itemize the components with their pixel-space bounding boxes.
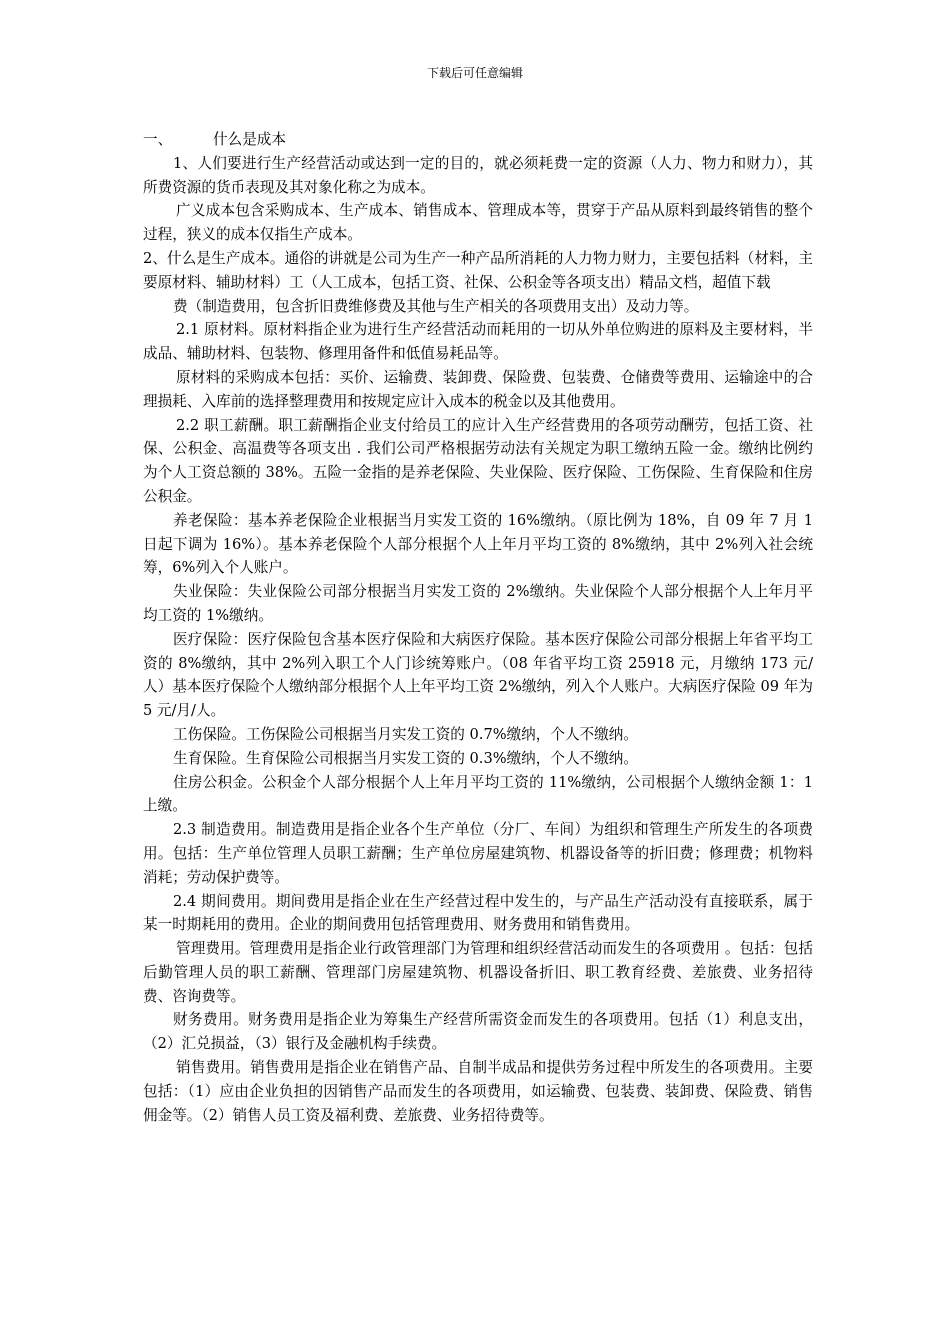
paragraph: 财务费用。财务费用是指企业为筹集生产经营所需资金而发生的各项费用。包括（1）利息支出，（2）汇兑损益，（3）银行及金融机构手续费。	[143, 1011, 813, 1053]
paragraph: 失业保险：失业保险公司部分根据当月实发工资的 2%缴纳。失业保险个人部分根据个人上年月平均工资的 1%缴纳。	[143, 583, 813, 624]
paragraph: 2.3 制造费用。制造费用是指企业各个生产单位（分厂、车间）为组织和管理生产所发生的各项费用。包括：生产单位管理人员职工薪酬；生产单位房屋建筑物、机器设备等的折旧费；修理费；机物料消耗；劳动保护费等。	[143, 821, 813, 886]
section-number: 一、	[143, 131, 173, 148]
paragraph: 养老保险：基本养老保险企业根据当月实发工资的 16%缴纳。（原比例为 18%，自 09 年 7 月 1 日起下调为 16%）。基本养老保险个人部分根据个人上年月平均工资的 8%缴纳，其中 2%列入社会统筹，6%列入个人账户。	[143, 511, 813, 577]
page-header: 下载后可任意编辑	[426, 66, 523, 80]
paragraph: 管理费用。管理费用是指企业行政管理部门为管理和组织经营活动而发生的各项费用 。包括：包括后勤管理人员的职工薪酬、管理部门房屋建筑物、机器设备折旧、职工教育经费、差旅费、业务招待费、咨询费等。	[143, 940, 813, 1005]
paragraph: 2、什么是生产成本。通俗的讲就是公司为生产一种产品所消耗的人力物力财力，主要包括料（材料，主要原材料、辅助材料）工（人工成本，包括工资、社保、公积金等各项支出）精品文档，超值下载	[143, 249, 813, 291]
paragraph: 1、人们要进行生产经营活动或达到一定的目的，就必须耗费一定的资源（人力、物力和财力），其所费资源的货币表现及其对象化称之为成本。	[143, 154, 813, 196]
paragraph: 广义成本包含采购成本、生产成本、销售成本、管理成本等，贯穿于产品从原料到最终销售的整个过程，狭义的成本仅指生产成本。	[143, 202, 813, 244]
paragraph: 2.4 期间费用。期间费用是指企业在生产经营过程中发生的，与产品生产活动没有直接联系，属于某一时期耗用的费用。企业的期间费用包括管理费用、财务费用和销售费用。	[143, 892, 813, 934]
paragraph: 原材料的采购成本包括：买价、运输费、装卸费、保险费、包装费、仓储费等费用、运输途中的合理损耗、入库前的选择整理费用和按规定应计入成本的税金以及其他费用。	[143, 368, 813, 410]
paragraph: 住房公积金。公积金个人部分根据个人上年月平均工资的 11%缴纳，公司根据个人缴纳金额 1：1 上缴。	[143, 773, 813, 815]
paragraph: 工伤保险。工伤保险公司根据当月实发工资的 0.7%缴纳，个人不缴纳。	[173, 725, 638, 743]
section-title	[143, 128, 813, 152]
paragraph: 2.2 职工薪酬。职工薪酬指企业支付给员工的应计入生产经营费用的各项劳动酬劳，包括工资、社保、公积金、高温费等各项支出 . 我们公司严格根据劳动法有关规定为职工缴纳五险一金。缴纳比例约为个人工资总额的 38%。五险一金指的是养老保险、失业保险、医疗保险、工伤保险、生育保险和住房公积金。	[143, 416, 813, 505]
paragraph: 医疗保险：医疗保险包含基本医疗保险和大病医疗保险。基本医疗保险公司部分根据上年省平均工资的 8%缴纳，其中 2%列入职工个人门诊统筹账户。（08 年省平均工资 25918 元，月缴纳 173 元/人）基本医疗保险个人缴纳部分根据个人上年平均工资 2%缴纳，列入个人账户。大病医疗保险 09 年为 5 元/月/人。	[143, 630, 813, 720]
paragraph: 费（制造费用，包含折旧费维修费及其他与生产相关的各项费用支出）及动力等。	[173, 297, 699, 315]
paragraph: 生育保险。生育保险公司根据当月实发工资的 0.3%缴纳，个人不缴纳。	[173, 749, 638, 767]
paragraph: 销售费用。销售费用是指企业在销售产品、自制半成品和提供劳务过程中所发生的各项费用。主要包括：（1）应由企业负担的因销售产品而发生的各项费用，如运输费、包装费、装卸费、保险费、销售佣金等。（2）销售人员工资及福利费、差旅费、业务招待费等。	[143, 1059, 813, 1124]
document-body	[143, 128, 813, 1127]
paragraph: 2.1 原材料。原材料指企业为进行生产经营活动而耗用的一切从外单位购进的原料及主要材料，半成品、辅助材料、包装物、修理用备件和低值易耗品等。	[143, 321, 813, 363]
section-title-text: 什么是成本	[213, 131, 286, 148]
